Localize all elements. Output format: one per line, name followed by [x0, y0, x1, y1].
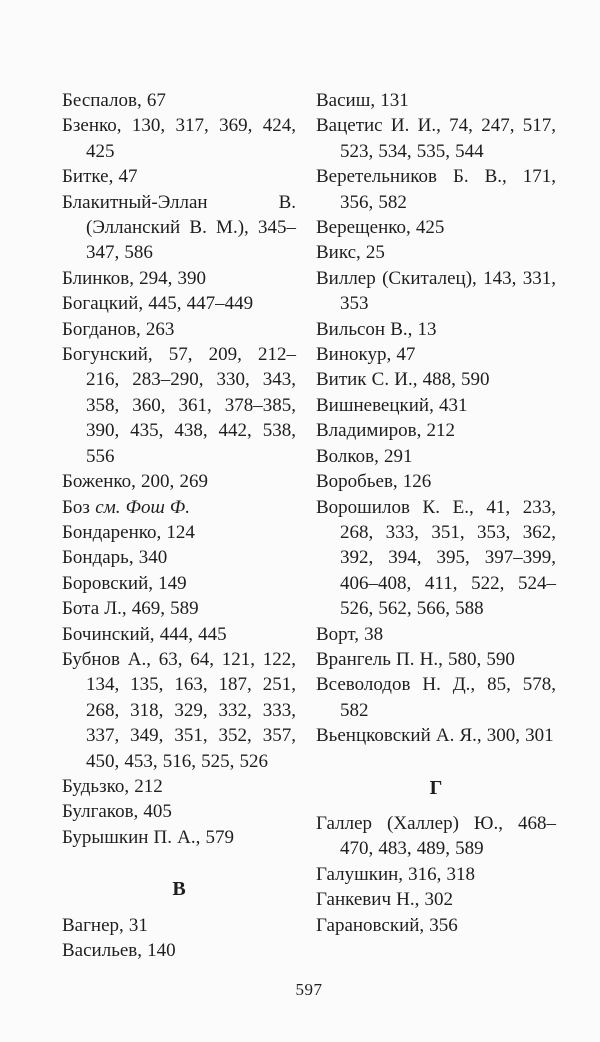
page-number: 597: [295, 979, 323, 999]
index-column-left: [62, 88, 296, 963]
index-entry: Галушкин, 316, 318: [316, 863, 476, 885]
index-entry: Владимиров, 212: [316, 420, 455, 442]
index-entry: Бубнов А., 63, 64, 121, 122, 134, 135, 163, 187, 251, 268, 318, 329, 332, 333, 337, 349, 351, 352, 357, 450, 453, 516, 525, 526: [62, 648, 296, 772]
index-entry: [62, 495, 296, 520]
index-entry: Беспалов, 67: [62, 90, 166, 111]
index-entry: Бзенко, 130, 317, 369, 424, 425: [62, 115, 296, 162]
index-entry: Виллер (Скиталец), 143, 331, 353: [316, 267, 556, 315]
index-entry: Булгаков, 405: [62, 801, 172, 823]
index-entry: Ворошилов К. Е., 41, 233, 268, 333, 351, 353, 362, 392, 394, 395, 397–399, 406–408, 411, 522, 524–526, 562, 566, 588: [316, 496, 556, 620]
index-entry: Ворт, 38: [316, 623, 384, 645]
index-column-right: [316, 88, 556, 963]
index-entry: Витик С. И., 488, 590: [316, 369, 490, 391]
index-entry: Вильсон В., 13: [316, 318, 437, 340]
index-entry: Блинков, 294, 390: [62, 267, 206, 289]
section-letter-header: Г: [429, 776, 443, 799]
index-entry: Врангель П. Н., 580, 590: [316, 648, 515, 670]
index-entry: Вишневецкий, 431: [316, 394, 468, 416]
index-entry: Воробьев, 126: [316, 471, 432, 493]
index-entry: Вагнер, 31: [62, 914, 148, 936]
index-entry: Бочинский, 444, 445: [62, 623, 227, 645]
index-entry: Волков, 291: [316, 445, 413, 467]
index-entry: Вьенцковский А. Я., 300, 301: [316, 725, 554, 747]
index-entry: Богданов, 263: [62, 318, 175, 340]
index-entry: Верещенко, 425: [316, 217, 445, 239]
index-entry: Винокур, 47: [316, 344, 416, 366]
index-entry: Бондарь, 340: [62, 547, 168, 569]
index-entry: Будьзко, 212: [62, 775, 163, 797]
index-entry: Веретельников Б. В., 171, 356, 582: [316, 166, 556, 213]
index-entry: Бондаренко, 124: [62, 521, 195, 543]
index-entry: Боровский, 149: [62, 572, 187, 594]
index-entry: Васиш, 131: [316, 90, 409, 111]
index-entry: Галлер (Халлер) Ю., 468–470, 483, 489, 589: [316, 812, 556, 860]
see-reference: см. Фош Ф.: [95, 496, 190, 518]
section-letter-header: В: [172, 878, 186, 901]
index-columns: [62, 88, 556, 963]
index-entry: Васильев, 140: [62, 940, 176, 961]
index-entry: Вацетис И. И., 74, 247, 517, 523, 534, 535, 544: [316, 115, 556, 162]
index-entry: Бота Л., 469, 589: [62, 598, 199, 620]
index-entry: Викс, 25: [316, 242, 385, 264]
index-entry: Богацкий, 445, 447–449: [62, 293, 254, 315]
index-entry: Богунский, 57, 209, 212–216, 283–290, 330, 343, 358, 360, 361, 378–385, 390, 435, 438, 442, 538, 556: [62, 344, 296, 467]
index-entry: Гарановский, 356: [316, 914, 458, 936]
index-entry: Битке, 47: [62, 166, 138, 188]
index-entry: Всеволодов Н. Д., 85, 578, 582: [316, 674, 556, 721]
entry-name: Боз: [62, 496, 90, 518]
index-entry: Блакитный-Эллан В. (Элланский В. М.), 345–347, 586: [62, 191, 296, 264]
index-entry: Боженко, 200, 269: [62, 471, 208, 493]
index-entry: Ганкевич Н., 302: [316, 889, 453, 911]
index-entry: Бурышкин П. А., 579: [62, 826, 234, 848]
